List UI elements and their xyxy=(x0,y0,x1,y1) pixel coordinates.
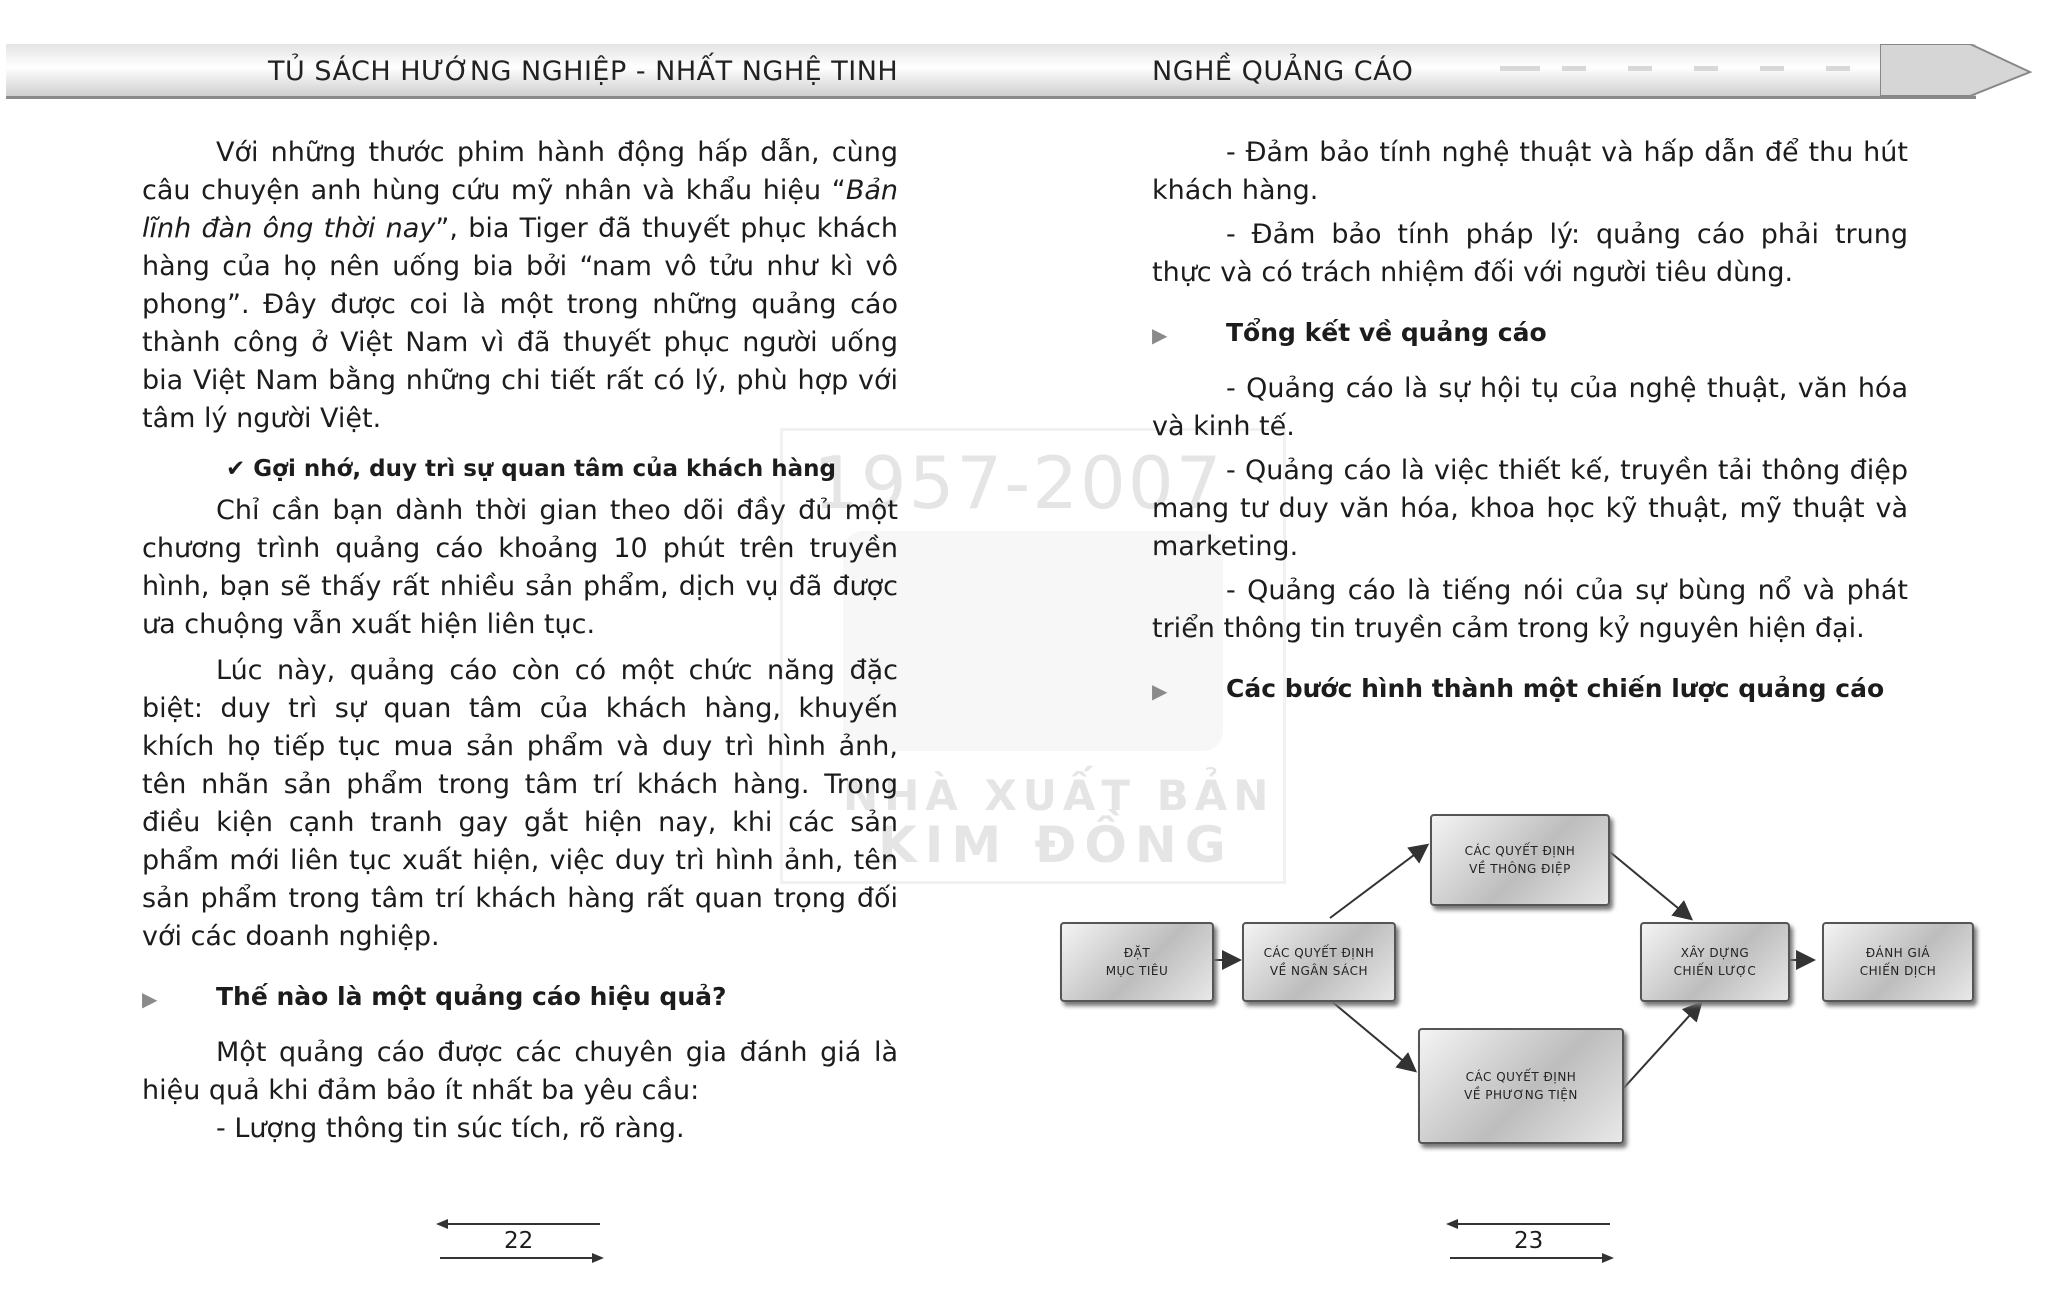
left-subheading: ✔ Gợi nhớ, duy trì sự quan tâm của khách hàng xyxy=(226,456,836,482)
watermark-publisher-line2: KIM ĐỒNG xyxy=(878,816,1234,874)
left-running-header: TỦ SÁCH HƯỚNG NGHIỆP - NHẤT NGHỆ TINH xyxy=(268,56,899,87)
play-triangle-icon: ▶ xyxy=(142,987,158,1011)
diagram-box-budget-decisions: CÁC QUYẾT ĐỊNH VỀ NGÂN SÁCH xyxy=(1242,922,1396,1002)
right-paragraph-3: - Quảng cáo là sự hội tụ của nghệ thuật, văn hóa và kinh tế. xyxy=(1152,373,1908,442)
page-number-23: 23 xyxy=(1514,1228,1544,1254)
right-paragraph-2: - Đảm bảo tính pháp lý: quảng cáo phải trung thực và có trách nhiệm đối với người tiêu dùng. xyxy=(1152,219,1908,288)
left-paragraph-3: Lúc này, quảng cáo còn có một chức năng đặc biệt: duy trì sự quan tâm của khách hàng, khuyến khích họ tiếp tục mua sản phẩm và duy trì hình ảnh, tên nhãn sản phẩm trong tâm trí khách hàng. Trong điều kiện cạnh tranh gay gắt hiện nay, khi các sản phẩm mới liên tục xuất hiện, việc duy trì hình ảnh, tên sản phẩm trong tâm trí khách hàng rất quan trọng đối với các doanh nghiệp. xyxy=(142,655,898,952)
play-triangle-icon: ▶ xyxy=(1152,679,1168,703)
arrow-message-to-strategy xyxy=(1610,852,1690,918)
arrow-budget-to-media xyxy=(1330,1000,1414,1070)
diagram-box-media-decisions: CÁC QUYẾT ĐỊNH VỀ PHƯƠNG TIỆN xyxy=(1418,1028,1624,1144)
right-paragraph-1: - Đảm bảo tính nghệ thuật và hấp dẫn để thu hút khách hàng. xyxy=(1152,137,1908,206)
watermark-years: 1957-2007 xyxy=(813,441,1224,525)
diagram-box-message-decisions: CÁC QUYẾT ĐỊNH VỀ THÔNG ĐIỆP xyxy=(1430,814,1610,906)
right-section-heading-1: ▶ Tổng kết về quảng cáo xyxy=(1152,314,1908,352)
diagram-box-evaluate-campaign: ĐÁNH GIÁ CHIẾN DỊCH xyxy=(1822,922,1974,1002)
right-running-header: NGHỀ QUẢNG CÁO xyxy=(1152,56,1414,87)
watermark-publisher-line1: NHÀ XUẤT BẢN xyxy=(843,771,1275,820)
left-paragraph-1: Với những thước phim hành động hấp dẫn, cùng câu chuyện anh hùng cứu mỹ nhân và khẩu hiệu “Bản lĩnh đàn ông thời nay”, bia Tiger đã thuyết phục khách hàng của họ nên uống bia bởi “nam vô tửu như kì vô phong”. Đây được coi là một trong những quảng cáo thành công ở Việt Nam vì đã thuyết phục người uống bia Việt Nam bằng những chi tiết rất có lý, phù hợp với tâm lý người Việt. xyxy=(142,137,898,434)
left-section-heading: ▶ Thế nào là một quảng cáo hiệu quả? xyxy=(142,978,898,1016)
diagram-box-build-strategy: XÂY DỰNG CHIẾN LƯỢC xyxy=(1640,922,1790,1002)
left-paragraph-5: - Lượng thông tin súc tích, rõ ràng. xyxy=(216,1113,685,1144)
left-paragraph-2: Chỉ cần bạn dành thời gian theo dõi đầy đủ một chương trình quảng cáo khoảng 10 phút trên truyền hình, bạn sẽ thấy rất nhiều sản phẩm, dịch vụ đã được ưa chuộng vẫn xuất hiện liên tục. xyxy=(142,495,898,640)
arrow-budget-to-message xyxy=(1330,846,1426,918)
left-paragraph-4: Một quảng cáo được các chuyên gia đánh giá là hiệu quả khi đảm bảo ít nhất ba yêu cầu: xyxy=(142,1037,898,1106)
page-number-22: 22 xyxy=(504,1228,534,1254)
play-triangle-icon: ▶ xyxy=(1152,323,1168,347)
right-paragraph-5: - Quảng cáo là tiếng nói của sự bùng nổ và phát triển thông tin truyền cảm trong kỷ nguyên hiện đại. xyxy=(1152,575,1908,644)
right-paragraph-4: - Quảng cáo là việc thiết kế, truyền tải thông điệp mang tư duy văn hóa, khoa học kỹ thuật, mỹ thuật và marketing. xyxy=(1152,455,1908,562)
arrow-media-to-strategy xyxy=(1622,1004,1700,1090)
diagram-box-set-goals: ĐẶT MỤC TIÊU xyxy=(1060,922,1214,1002)
right-section-heading-2: ▶ Các bước hình thành một chiến lược quảng cáo xyxy=(1152,670,1908,708)
